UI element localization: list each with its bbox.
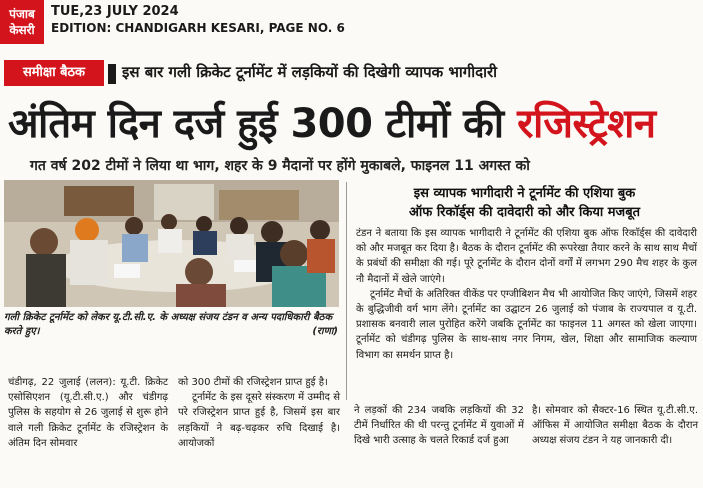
subheadline: गत वर्ष 202 टीमों ने लिया था भाग, शहर के 9 मैदानों पर होंगे मुकाबले, फाइनल 11 अगस्त को bbox=[30, 158, 530, 174]
headline bbox=[8, 97, 656, 151]
article-right-top bbox=[356, 226, 697, 363]
article-paragraph: ने लड़कों की 234 जबकि लड़कियों की 32 टीमें निर्धारित की थी परन्तु टूर्नामेंट में युवाओं में दिखे भारी उत्साह के चलते रिकार्ड दर्ज हुआ bbox=[354, 405, 524, 447]
photo-credit: (राणा) bbox=[312, 326, 338, 337]
edition-info: EDITION: CHANDIGARH KESARI, PAGE NO. 6 bbox=[51, 21, 345, 35]
photo-caption-text: गली क्रिकेट टूर्नामेंट को लेकर यू.टी.सी.ए. के अध्यक्ष संजय टंडन व अन्य पदाधिकारी बैठक करते हुए। bbox=[4, 312, 333, 337]
article-dateline-paragraph: चंडीगढ़, 22 जुलाई (ललन): यू.टी. क्रिकेट एसोसिएशन (यू.टी.सी.ए.) और चंडीगढ़ पुलिस के सहयोग से 26 जुलाई से शुरू होने वाले गली क्रिकेट टूर्नामेंट के रजिस्ट्रेशन के अंतिम दिन सोमवार bbox=[8, 377, 168, 449]
logo-line-1: पंजाब bbox=[9, 7, 35, 21]
article-column-3 bbox=[354, 403, 524, 449]
kicker-separator bbox=[108, 64, 116, 84]
punjab-kesari-logo bbox=[0, 0, 44, 44]
kicker-row bbox=[0, 56, 703, 88]
article-column-1 bbox=[8, 375, 168, 451]
logo-line-2: केसरी bbox=[9, 23, 35, 37]
meeting-photo-illustration bbox=[4, 180, 339, 307]
headline-main: अंतिम दिन दर्ज हुई 300 टीमों की bbox=[8, 101, 504, 147]
article-paragraph: टूर्नामेंट मैचों के अतिरिक्त वीकेंड पर एग्जीबिशन मैच भी आयोजित किए जाएंगे, जिसमें शहर के बुद्धिजीवी वर्ग भाग लेंगे। टूर्नामेंट का उद्घाटन 26 जुलाई को पंजाब के राज्यपाल व यू.टी. प्रशासक बनवारी लाल पुरोहित करेंगे जबकि टूर्नामेंट का फाइनल 11 अगस्त को खेला जाएगा। टूर्नामेंट को चंडीगढ़ पुलिस के साथ-साथ नगर निगम, खेल, शिक्षा और सामाजिक कल्याण विभाग का समर्थन प्राप्त है। bbox=[356, 288, 698, 361]
edition-date: TUE,23 JULY 2024 bbox=[51, 4, 179, 19]
kicker-text: इस बार गली क्रिकेट टूर्नामेंट में लड़कियों की दिखेगी व्यापक भागीदारी bbox=[122, 63, 497, 81]
photo-caption bbox=[4, 311, 340, 339]
pull-quote-line-1: इस व्यापक भागीदारी ने टूर्नामेंट की एशिया बुक bbox=[413, 186, 636, 201]
pull-quote-line-2: ऑफ रिकाॅर्ड्स की दावेदारी को और किया मजबूत bbox=[408, 205, 641, 220]
headline-highlight: रजिस्ट्रेशन bbox=[517, 101, 656, 147]
masthead bbox=[0, 0, 703, 46]
column-divider bbox=[346, 182, 347, 400]
article-column-4 bbox=[532, 403, 698, 449]
article-paragraph: टूर्नामेंट के इस दूसरे संस्करण में उम्मीद से परे रजिस्ट्रेशन प्राप्त हुई है, जिसमें इस बार लड़कियों ने बढ़-चढ़कर रुचि दिखाई है। आयोजकों bbox=[178, 392, 340, 449]
pull-quote bbox=[352, 184, 697, 222]
article-column-2 bbox=[178, 375, 340, 451]
kicker-label: समीक्षा बैठक bbox=[4, 60, 104, 86]
meeting-photo bbox=[4, 180, 339, 307]
article-paragraph: है। सोमवार को सैक्टर-16 स्थित यू.टी.सी.ए. ऑफिस में आयोजित समीक्षा बैठक के दौरान अध्यक्ष संजय टंडन ने यह जानकारी दी। bbox=[532, 405, 698, 447]
article-paragraph: को 300 टीमों की रजिस्ट्रेशन प्राप्त हुई है। bbox=[178, 377, 328, 388]
article-paragraph: टंडन ने बताया कि इस व्यापक भागीदारी ने टूर्नामेंट की एशिया बुक ऑफ रिकाॅर्ड्स की दावेदारी को और मजबूत कर दिया है। बैठक के दौरान टूर्नामेंट की रूपरेखा तैयार करने के साथ साथ मैचों के प्रबंधों की समीक्षा की गई। पूरे टूर्नामेंट के दौरान दोनों वर्गों में लगभग 290 मैच शहर के कुल नौ मैदानों में खेले जाएंगे। bbox=[356, 228, 697, 285]
